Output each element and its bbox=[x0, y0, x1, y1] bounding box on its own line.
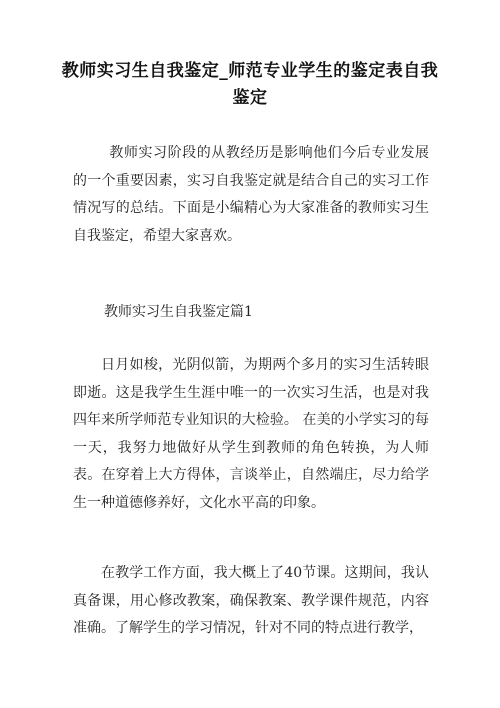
body-paragraph: 日月如梭，光阴似箭，为期两个多月的实习生活转眼即逝。这是我学生生涯中唯一的一次实习生活，也是对我四年来所学师范专业知识的大检验。 在美的小学实习的每一天，我努力地做好从学生到教师的角色转换，为人师表。在穿着上大方得体，言谈举止，自然端庄，尽力给学生一种道德修养好，文化水平高的印象。 bbox=[73, 357, 429, 511]
section-heading: 教师实习生自我鉴定篇1 bbox=[104, 304, 253, 320]
document-title: 教师实习生自我鉴定_师范专业学生的鉴定表自我鉴定 bbox=[61, 61, 439, 108]
body-paragraph: 在教学工作方面，我大概上了40节课。这期间，我认真备课，用心修改教案，确保教案、教学课件规范，内容准确。了解学生的学习情况，针对不同的特点进行教学， bbox=[73, 565, 429, 636]
intro-paragraph: 教师实习阶段的从教经历是影响他们今后专业发展的一个重要因素，实习自我鉴定就是结合自己的实习工作情况写的总结。下面是小编精心为大家准备的教师实习生自我鉴定，希望大家喜欢。 bbox=[73, 145, 429, 244]
